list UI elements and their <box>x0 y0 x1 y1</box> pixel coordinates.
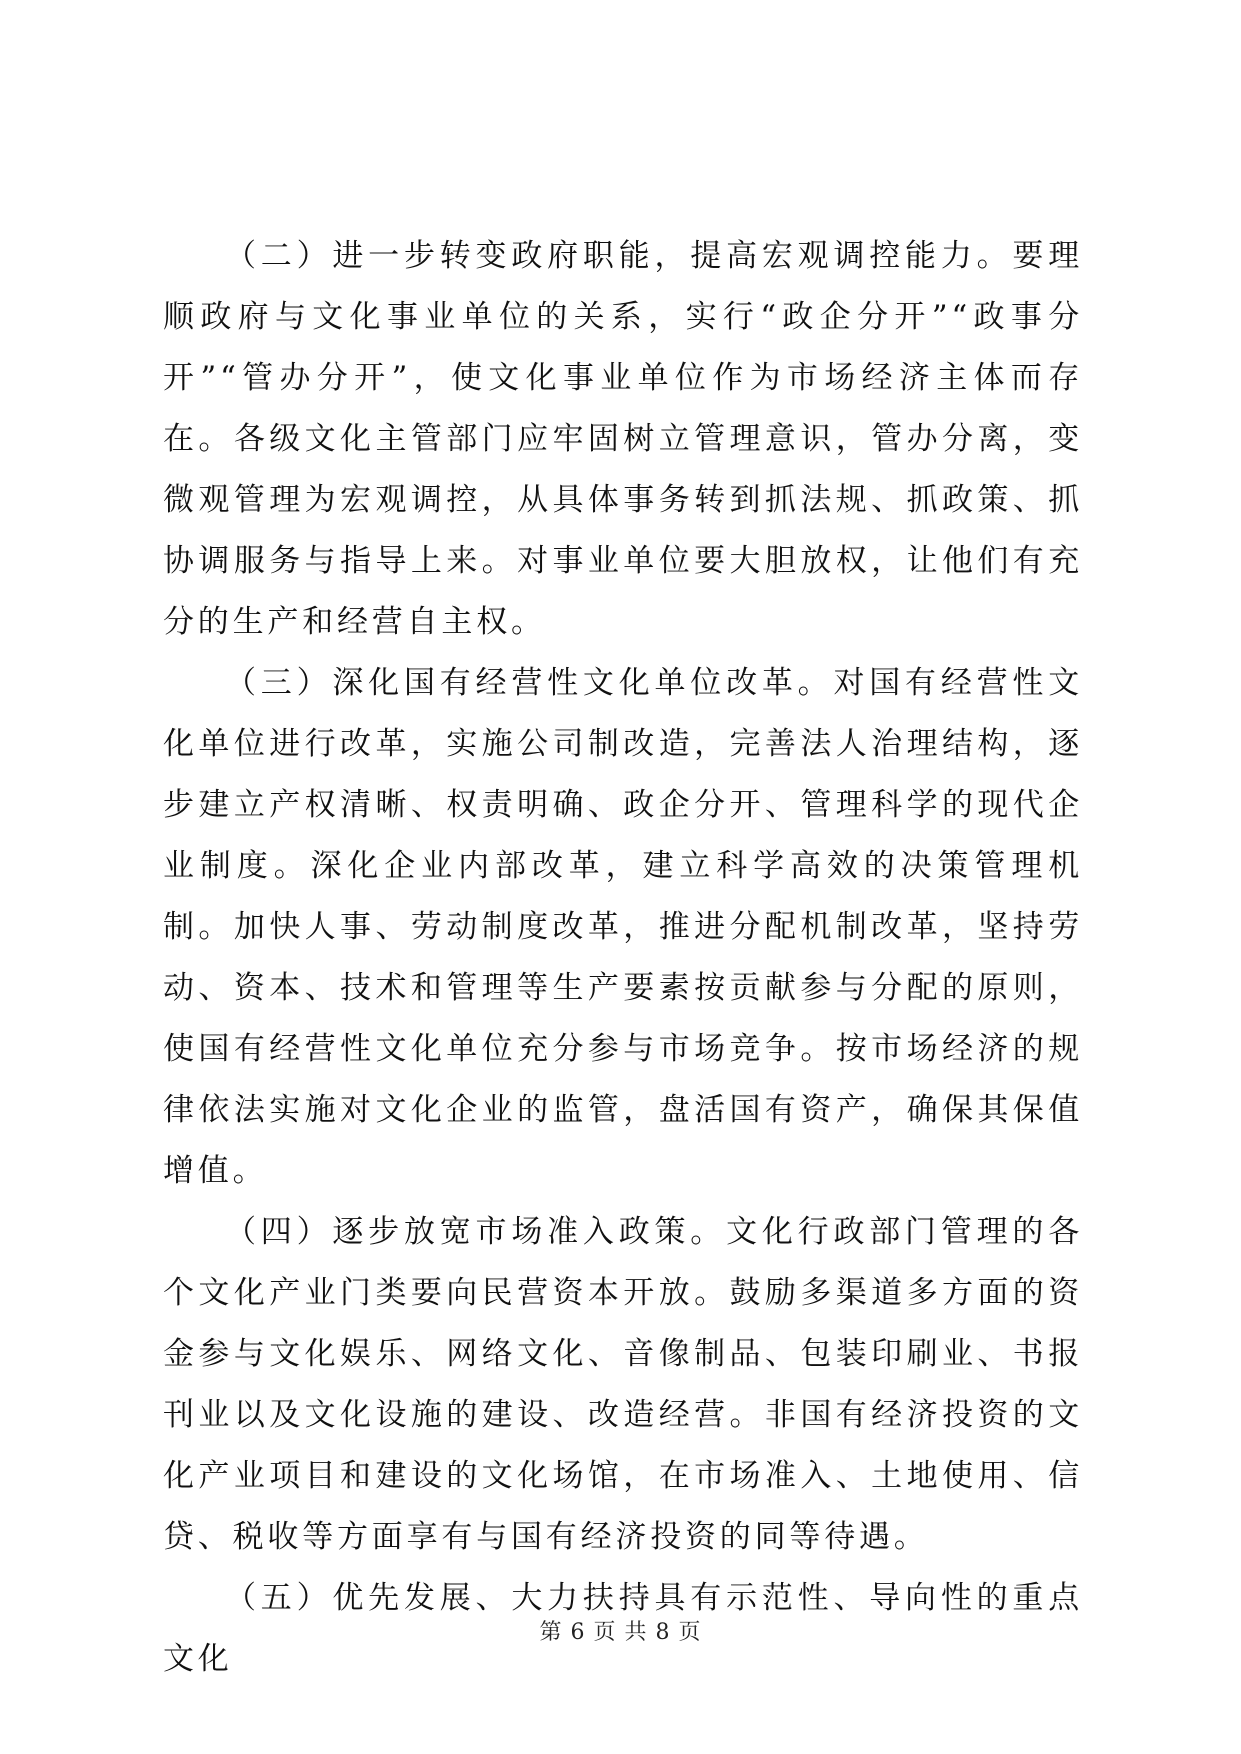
paragraph-3: （三）深化国有经营性文化单位改革。对国有经营性文化单位进行改革，实施公司制改造，完善法人治理结构，逐步建立产权清晰、权责明确、政企分开、管理科学的现代企业制度。深化企业内部改革，建立科学高效的决策管理机制。加快人事、劳动制度改革，推进分配机制改革，坚持劳动、资本、技术和管理等生产要素按贡献参与分配的原则，使国有经营性文化单位充分参与市场竞争。按市场经济的规律依法实施对文化企业的监管，盘活国有资产，确保其保值增值。 <box>163 665 1083 1189</box>
paragraph-5: （五）优先发展、大力扶持具有示范性、导向性的重点文化 <box>163 1580 1083 1677</box>
page-number-footer: 第 6 页 共 8 页 <box>539 1620 702 1645</box>
paragraph-4: （四）逐步放宽市场准入政策。文化行政部门管理的各个文化产业门类要向民营资本开放。鼓励多渠道多方面的资金参与文化娱乐、网络文化、音像制品、包装印刷业、书报刊业以及文化设施的建设、改造经营。非国有经济投资的文化产业项目和建设的文化场馆，在市场准入、土地使用、信贷、税收等方面享有与国有经济投资的同等待遇。 <box>163 1214 1083 1555</box>
document-body <box>163 226 1083 1690</box>
paragraph-2: （二）进一步转变政府职能，提高宏观调控能力。要理顺政府与文化事业单位的关系，实行“政企分开”“政事分开”“管办分开”，使文化事业单位作为市场经济主体而存在。各级文化主管部门应牢固树立管理意识，管办分离，变微观管理为宏观调控，从具体事务转到抓法规、抓政策、抓协调服务与指导上来。对事业单位要大胆放权，让他们有充分的生产和经营自主权。 <box>163 238 1083 640</box>
